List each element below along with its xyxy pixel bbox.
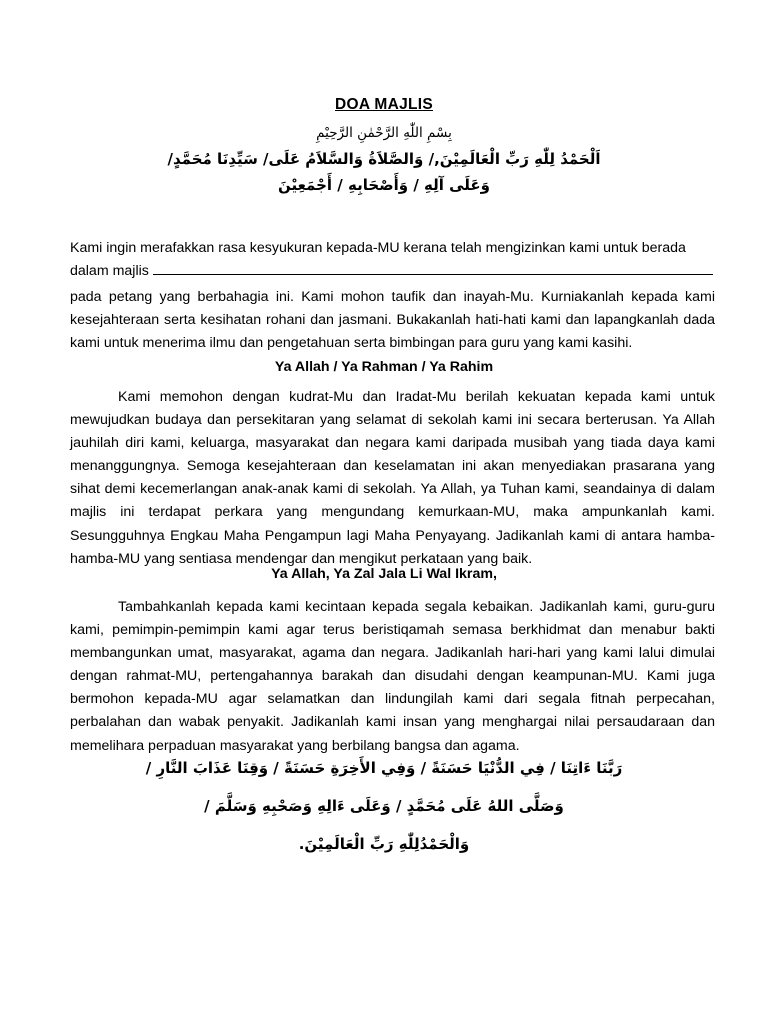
closing-arabic-line-1: رَبَّنَا ءَاتِنَا / فِي الدُّنْيَا حَسَنَةً / وَفِي الأَخِرَةِ حَسَنَةً / وَقِنَا عَذَابَ النَّارِ / (145, 759, 623, 777)
intro-paragraph (70, 237, 730, 283)
heading-ya-allah-ya-rahman: Ya Allah / Ya Rahman / Ya Rahim (274, 359, 494, 375)
intro-line-1: Kami ingin merafakkan rasa kesyukuran kepada-MU kerana telah mengizinkan kami untuk berada (70, 240, 686, 256)
intro-line-2-prefix: dalam majlis (70, 263, 149, 280)
closing-arabic-line-2: وَصَلَّى اللهُ عَلَى مُحَمَّدٍ / وَعَلَى ءَالِهِ وَصَحْبِهِ وَسَلَّمَ / (204, 797, 564, 815)
paragraph-3: Tambahkanlah kepada kami kecintaan kepada segala kebaikan. Jadikanlah kami, guru-guru kami, pemimpin-pemimpin kami agar terus beristiqamah semasa berkhidmat dan menabur bakti membangunkan umat, masyarakat, agama dan negara. Jadikanlah hari-hari yang kami lalui dimulai dengan rahmat-MU, pertengahannya barakah dan disudahi dengan keampunan-MU. Kami juga bermohon kepada-MU agar selamatkan dan lindungilah kami dari segala fitnah perpecahan, perbalahan dan wabak penyakit. Jadikanlah kami insan yang menghargai nilai persaudaraan dan memelihara perpaduan masyarakat yang berbilang bangsa dan agama. (70, 599, 715, 754)
majlis-name-blank (153, 261, 713, 275)
intro-line-2 (70, 260, 730, 283)
closing-arabic-line-3: وَالْحَمْدُلِلّٰهِ رَبِّ الْعَالَمِيْنَ. (298, 835, 470, 853)
opening-arabic-line-1: اَلْحَمْدُ لِلّٰهِ رَبِّ الْعَالَمِيْنَ,/ وَالصَّلاَةُ وَالسَّلاَمُ عَلَى/ سَيِّدِنَا مُحَمَّدٍ/ (167, 150, 601, 168)
paragraph-1: pada petang yang berbahagia ini. Kami mohon taufik dan inayah-Mu. Kurniakanlah kepada kami kesejahteraan serta kesihatan rohani dan jasmani. Bukakanlah hati-hati kami dan lapangkanlah dada kami untuk menerima ilmu dan pengetahuan serta bimbingan para guru yang kami kasihi. (70, 289, 715, 352)
paragraph-2: Kami memohon dengan kudrat-Mu dan Iradat-Mu berilah kekuatan kepada kami untuk mewujudkan budaya dan persekitaran yang selamat di sekolah kami ini secara berterusan. Ya Allah jauhilah diri kami, keluarga, masyarakat dan negara kami daripada musibah yang tiada daya kami menanggungnya. Semoga kesejahteraan dan keselamatan ini akan menyediakan prasarana yang sihat demi kecemerlangan anak-anak kami di sekolah. Ya Allah, ya Tuhan kami, seandainya di dalam majlis ini terdapat perkara yang mengundang kemurkaan-MU, maka ampunkanlah kami. Sesungguhnya Engkau Maha Pengampun lagi Maha Penyayang. Jadikanlah kami di antara hamba-hamba-MU yang sentiasa mendengar dan mengikut perkataan yang baik. (70, 389, 715, 567)
heading-ya-zal-jala: Ya Allah, Ya Zal Jala Li Wal Ikram, (271, 566, 497, 582)
document-title: DOA MAJLIS (334, 96, 433, 113)
opening-arabic-line-2: وَعَلَى آلِهِ / وَأَصْحَابِهِ / أَجْمَعِيْنَ (277, 176, 491, 194)
bismillah-text: بِسْمِ اللّٰهِ الرَّحْمٰنِ الرَّحِيْمِ (316, 125, 452, 141)
